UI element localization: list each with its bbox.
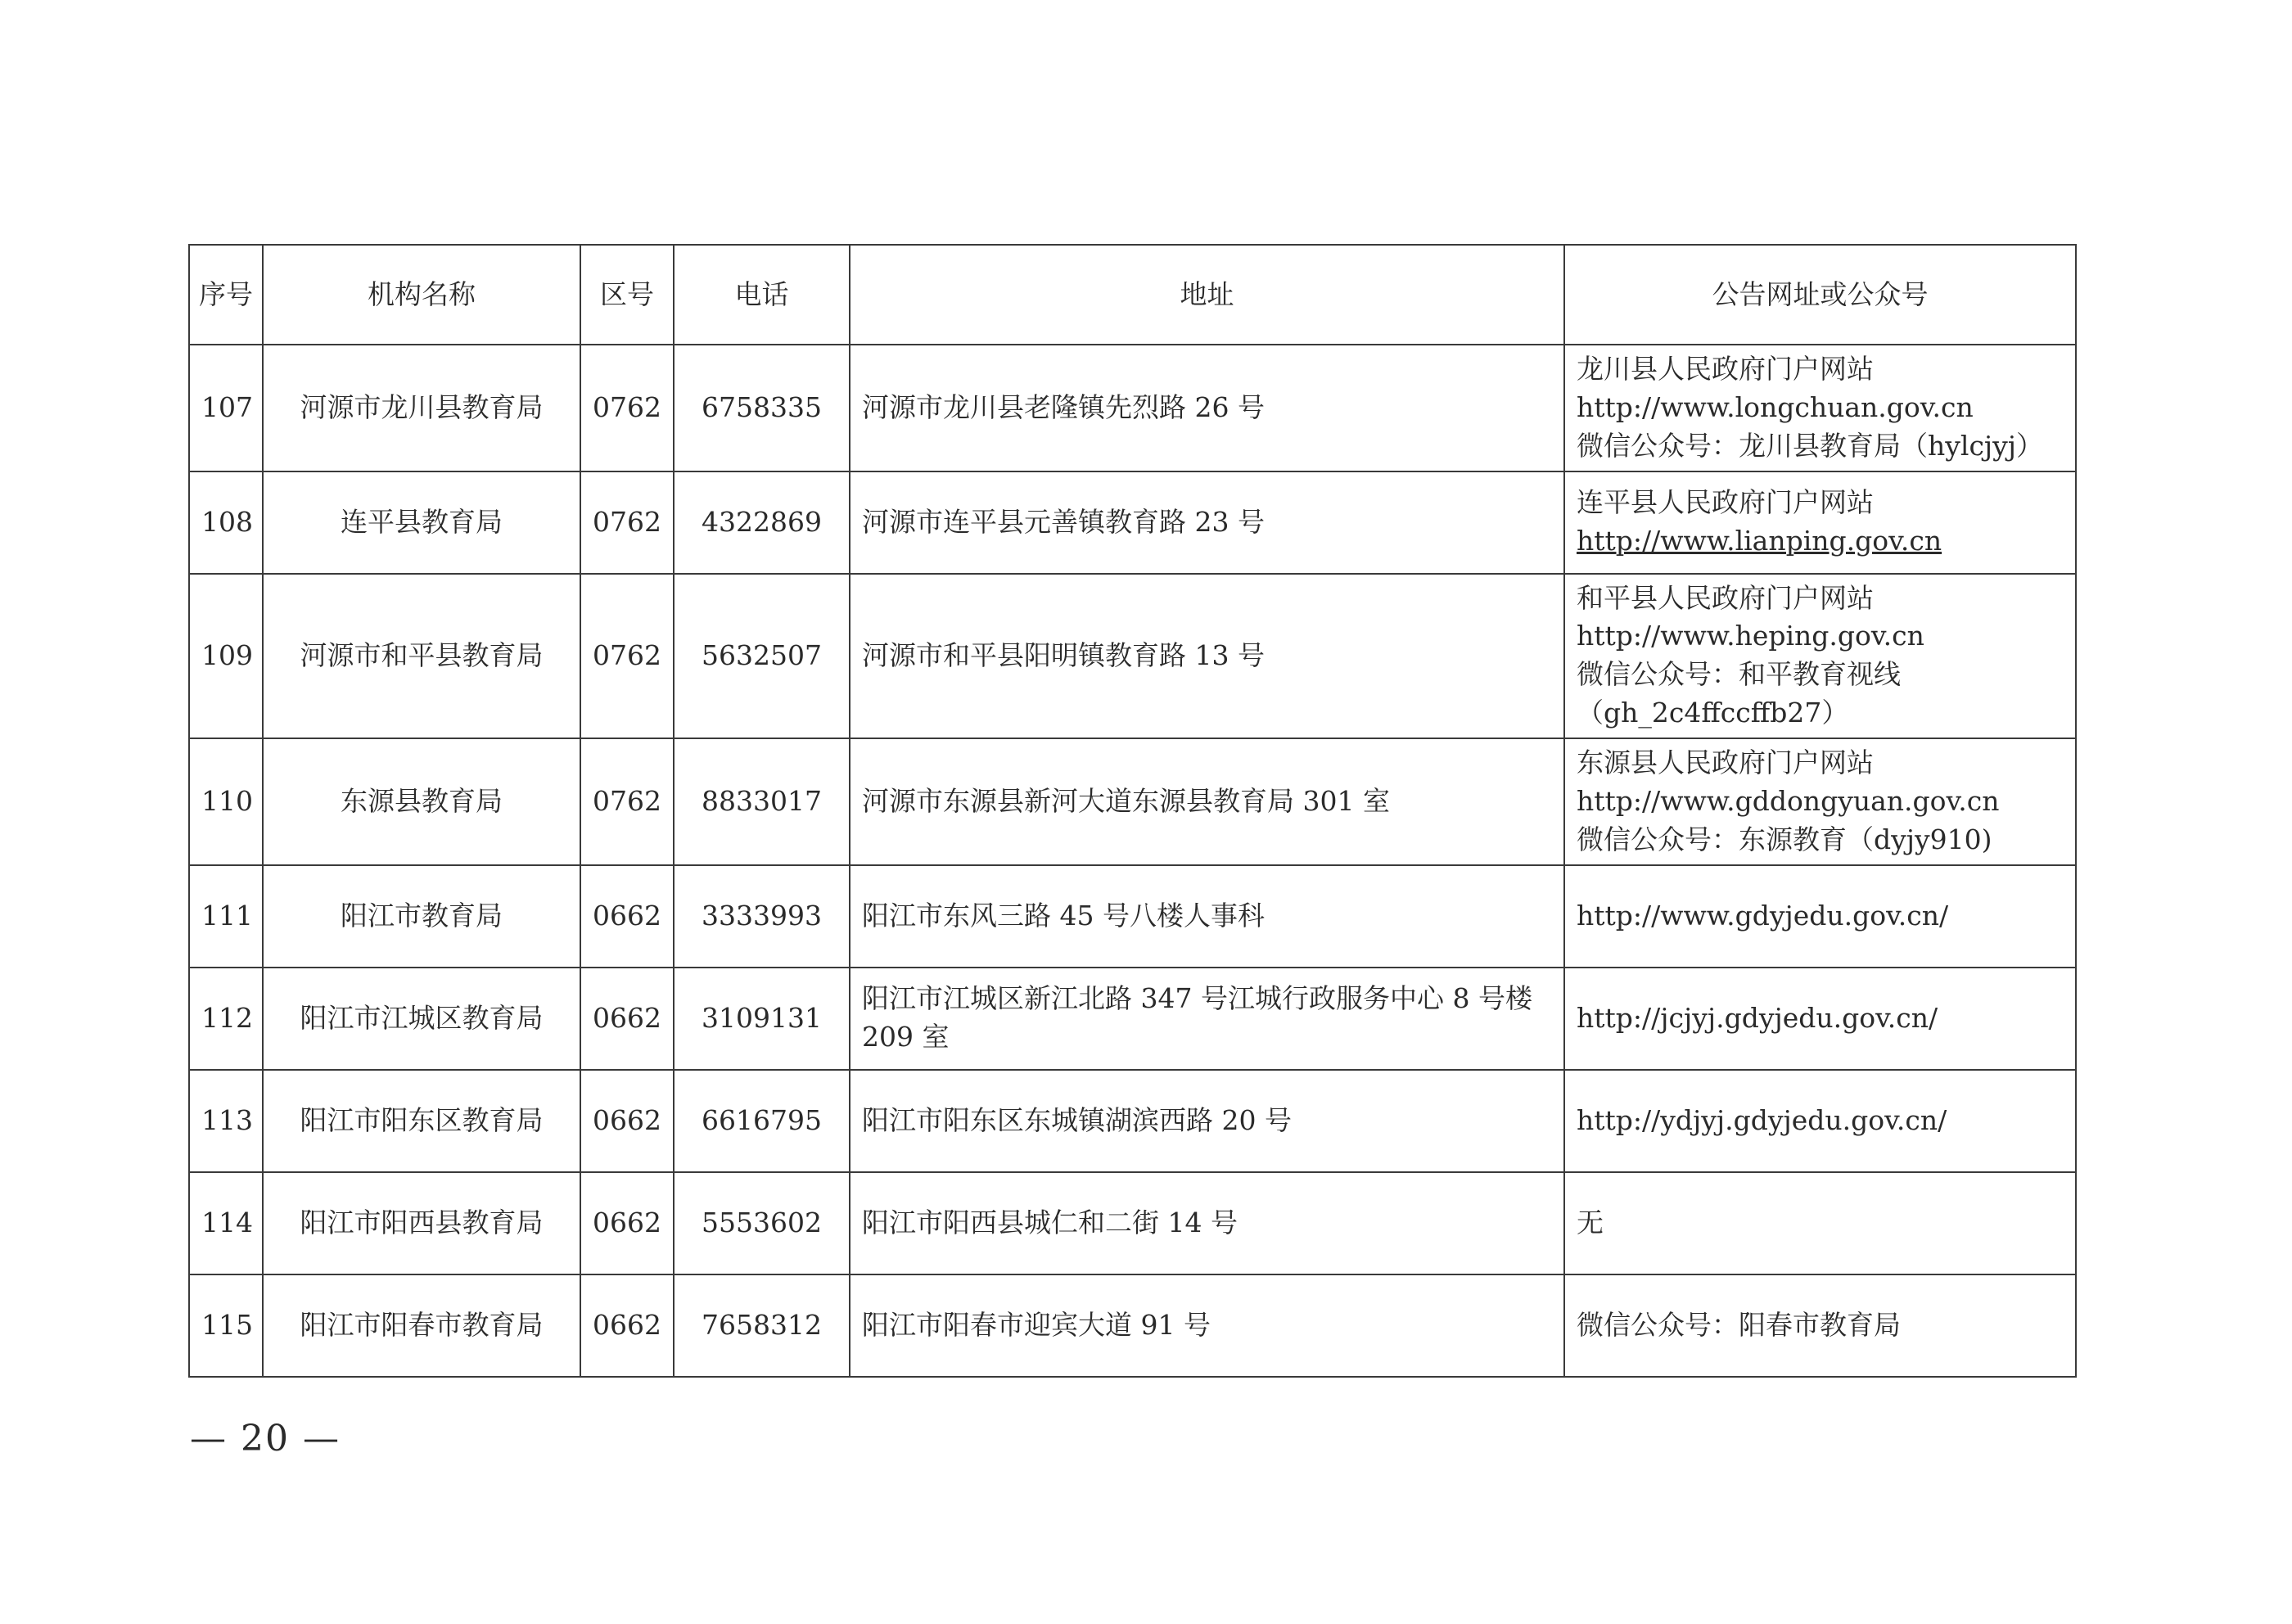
header-seq: 序号 (189, 245, 263, 345)
public-line: http://www.gddongyuan.gov.cn (1577, 784, 2000, 817)
header-phone: 电话 (674, 245, 850, 345)
cell-phone: 4322869 (674, 471, 850, 574)
cell-area-code: 0662 (580, 865, 674, 968)
cell-phone: 3109131 (674, 968, 850, 1070)
cell-phone: 3333993 (674, 865, 850, 968)
cell-area-code: 0662 (580, 968, 674, 1070)
table-row (189, 1274, 2076, 1377)
cell-address: 河源市东源县新河大道东源县教育局 301 室 (850, 738, 1564, 865)
cell-area-code: 0762 (580, 345, 674, 471)
cell-area-code: 0662 (580, 1172, 674, 1274)
cell-public (1564, 968, 2076, 1070)
cell-public (1564, 345, 2076, 471)
cell-area-code: 0762 (580, 738, 674, 865)
cell-address: 河源市连平县元善镇教育路 23 号 (850, 471, 1564, 574)
cell-area-code: 0662 (580, 1070, 674, 1172)
public-line: 微信公众号：龙川县教育局（hylcjyj） (1577, 429, 2044, 462)
cell-public (1564, 1172, 2076, 1274)
table-row (189, 968, 2076, 1070)
cell-phone: 7658312 (674, 1274, 850, 1377)
table-row (189, 345, 2076, 471)
public-line: 微信公众号：阳春市教育局 (1577, 1308, 1901, 1341)
cell-phone: 6616795 (674, 1070, 850, 1172)
cell-address: 阳江市阳东区东城镇湖滨西路 20 号 (850, 1070, 1564, 1172)
table-row (189, 865, 2076, 968)
cell-name: 阳江市阳春市教育局 (263, 1274, 580, 1377)
cell-seq: 111 (189, 865, 263, 968)
cell-address: 阳江市江城区新江北路 347 号江城行政服务中心 8 号楼 209 室 (850, 968, 1564, 1070)
cell-seq: 110 (189, 738, 263, 865)
public-line: http://www.longchuan.gov.cn (1577, 390, 1974, 423)
cell-area-code: 0762 (580, 471, 674, 574)
public-line: 东源县人民政府门户网站 (1577, 747, 1874, 779)
cell-name: 连平县教育局 (263, 471, 580, 574)
public-line: http://www.lianping.gov.cn (1577, 525, 1942, 557)
cell-phone: 8833017 (674, 738, 850, 865)
cell-address: 河源市和平县阳明镇教育路 13 号 (850, 574, 1564, 738)
cell-public (1564, 574, 2076, 738)
table-row (189, 1070, 2076, 1172)
public-line: http://www.gdyjedu.gov.cn/ (1577, 899, 1949, 932)
public-line: 连平县人民政府门户网站 (1577, 486, 1874, 519)
cell-public (1564, 1274, 2076, 1377)
public-line: 微信公众号：和平教育视线 (1577, 658, 1901, 691)
header-public: 公告网址或公众号 (1564, 245, 2076, 345)
cell-seq: 114 (189, 1172, 263, 1274)
public-line: 微信公众号：东源教育（dyjy910) (1577, 823, 1992, 855)
page-number: — 20 — (190, 1418, 341, 1459)
cell-address: 阳江市阳春市迎宾大道 91 号 (850, 1274, 1564, 1377)
public-line: （gh_2c4ffccffb27） (1577, 697, 1849, 729)
header-area-code: 区号 (580, 245, 674, 345)
cell-phone: 5553602 (674, 1172, 850, 1274)
institution-table (188, 244, 2077, 1378)
cell-name: 河源市和平县教育局 (263, 574, 580, 738)
cell-seq: 108 (189, 471, 263, 574)
header-name: 机构名称 (263, 245, 580, 345)
cell-seq: 109 (189, 574, 263, 738)
cell-name: 东源县教育局 (263, 738, 580, 865)
cell-address: 河源市龙川县老隆镇先烈路 26 号 (850, 345, 1564, 471)
cell-address: 阳江市东风三路 45 号八楼人事科 (850, 865, 1564, 968)
cell-name: 阳江市江城区教育局 (263, 968, 580, 1070)
cell-address: 阳江市阳西县城仁和二街 14 号 (850, 1172, 1564, 1274)
header-address: 地址 (850, 245, 1564, 345)
cell-seq: 107 (189, 345, 263, 471)
cell-public (1564, 1070, 2076, 1172)
cell-phone: 6758335 (674, 345, 850, 471)
cell-name: 阳江市教育局 (263, 865, 580, 968)
cell-phone: 5632507 (674, 574, 850, 738)
table-header-row (189, 245, 2076, 345)
cell-name: 河源市龙川县教育局 (263, 345, 580, 471)
cell-public (1564, 738, 2076, 865)
public-line: 龙川县人民政府门户网站 (1577, 353, 1874, 385)
public-line: http://www.heping.gov.cn (1577, 620, 1924, 652)
table-row (189, 738, 2076, 865)
public-line: http://ydjyj.gdyjedu.gov.cn/ (1577, 1103, 1947, 1136)
public-line: 无 (1577, 1206, 1604, 1238)
public-line: http://jcjyj.gdyjedu.gov.cn/ (1577, 1001, 1938, 1034)
table-row (189, 574, 2076, 738)
cell-area-code: 0662 (580, 1274, 674, 1377)
cell-area-code: 0762 (580, 574, 674, 738)
table-row (189, 1172, 2076, 1274)
cell-public (1564, 471, 2076, 574)
cell-name: 阳江市阳西县教育局 (263, 1172, 580, 1274)
cell-public (1564, 865, 2076, 968)
table-row (189, 471, 2076, 574)
cell-seq: 115 (189, 1274, 263, 1377)
cell-name: 阳江市阳东区教育局 (263, 1070, 580, 1172)
cell-seq: 113 (189, 1070, 263, 1172)
cell-seq: 112 (189, 968, 263, 1070)
public-line: 和平县人民政府门户网站 (1577, 581, 1874, 614)
